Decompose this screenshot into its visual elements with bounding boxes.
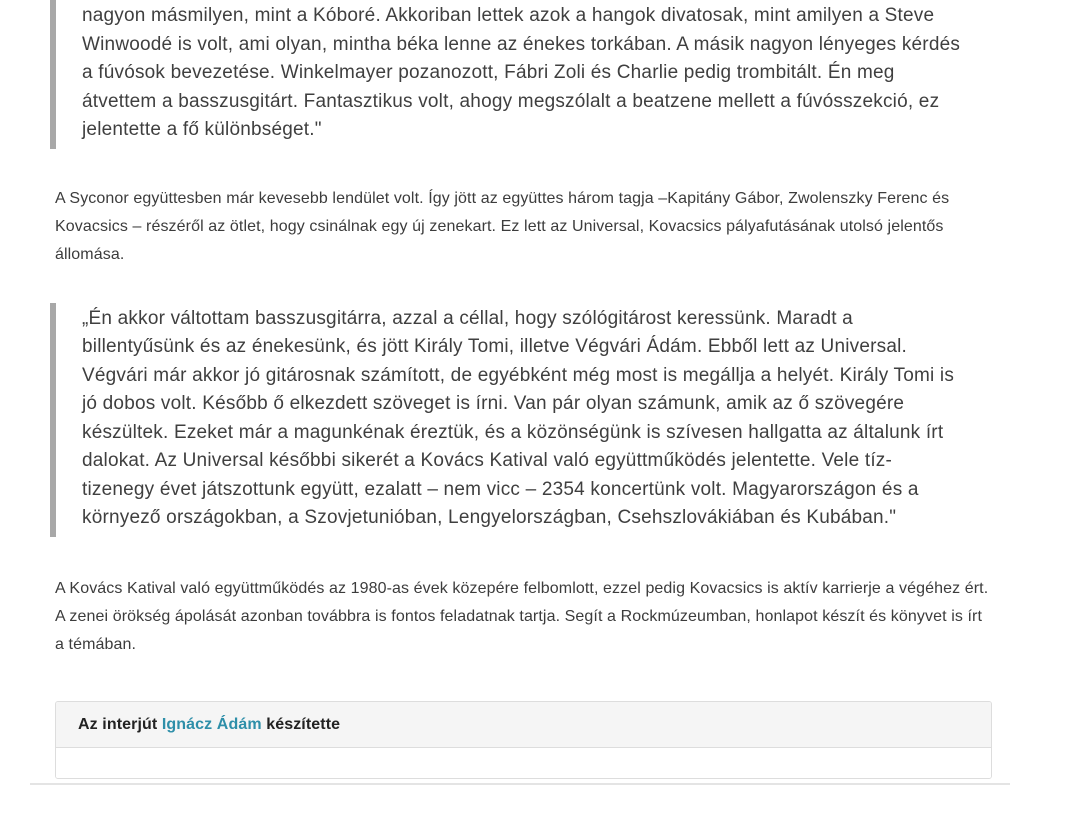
author-link[interactable]: Ignácz Ádám xyxy=(161,715,262,733)
narrative-paragraph-2: A Kovács Katival való együttműködés az 1980-as évek közepére felbomlott, ezzel pedig Kovacsics is aktív karrierje a végéhez ért. A zenei örökség ápolását azonban továbbra is fontos feladatnak tartja. Segít a Rockmúzeumban, honlapot készít és könyvet is írt a témában. xyxy=(55,579,989,653)
quote-text-1: nagyon másmilyen, mint a Kóboré. Akkoriban lettek azok a hangok divatosak, mint amilyen a Steve Winwoodé is volt, ami olyan, mintha béka lenne az énekes torkában. A másik nagyon lényeges kérdés a fúvósok bevezetése. Winkelmayer pozanozott, Fábri Zoli és Charlie pedig trombitált. Én meg átvettem a basszusgitárt. Fantasztikus volt, ahogy megszólalt a beatzene mellett a fúvósszekció, ez jelentette a fő különbséget." xyxy=(82,5,961,140)
author-credit-prefix: Az interjút xyxy=(78,715,162,733)
author-credit-box xyxy=(55,701,992,779)
interview-quote-block-1 xyxy=(50,0,992,149)
quote-text-2: „Én akkor váltottam basszusgitárra, azzal a céllal, hogy szólógitárost keressünk. Maradt a billentyűsünk és az énekesünk, és jött Király Tomi, illetve Végvári Ádám. Ebből lett az Universal. Végvári már akkor jó gitárosnak számított, de egyébként még most is megállja a helyét. Király Tomi is jó dobos volt. Később ő elkezdett szöveget is írni. Van pár olyan számunk, amik az ő szövegére készültek. Ezeket már a magunkénak éreztük, és a közönségünk is szívesen hallgatta az általunk írt dalokat. Az Universal későbbi sikerét a Kovács Katival való együttműködés jelentette. Vele tíz-tizenegy évet játszottunk együtt, ezalatt – nem vicc – 2354 koncertünk volt. Magyarországon és a környező országokban, a Szovjetunióban, Lengyelországban, Csehszlovákiában és Kubában." xyxy=(82,307,955,528)
author-credit-suffix: készítette xyxy=(261,715,341,733)
interview-quote-block-2 xyxy=(50,303,992,537)
section-divider xyxy=(30,783,1010,785)
narrative-paragraph-1: A Syconor együttesben már kevesebb lendület volt. Így jött az együttes három tagja –Kapitány Gábor, Zwolenszky Ferenc és Kovacsics – részéről az ötlet, hogy csinálnak egy új zenekart. Ez lett az Universal, Kovacsics pályafutásának utolsó jelentős állomása. xyxy=(55,189,950,263)
author-box-body xyxy=(56,748,991,778)
author-credit-line xyxy=(56,702,991,748)
